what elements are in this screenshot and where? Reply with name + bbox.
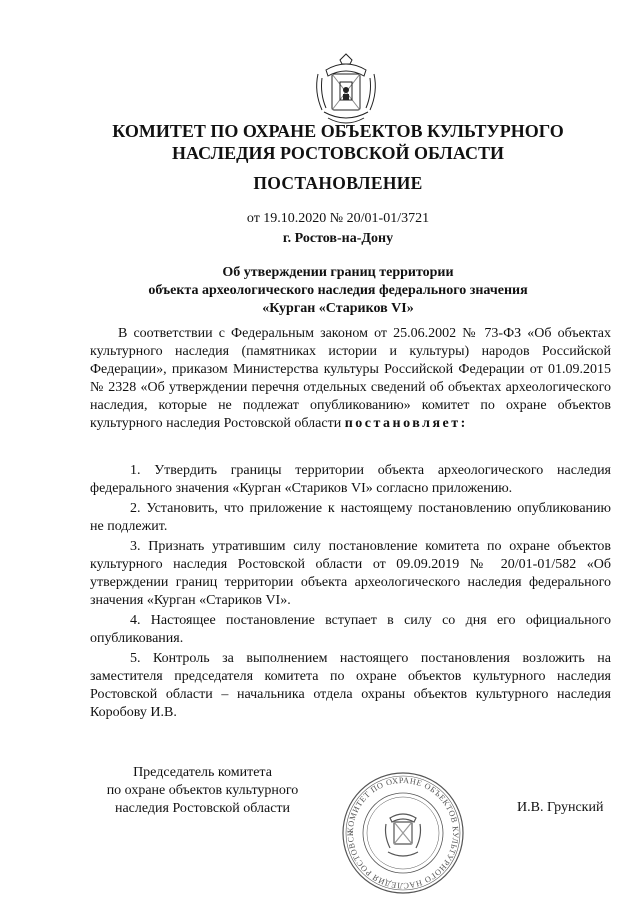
subject-line-2: объекта археологического наследия федерального значения [148, 283, 528, 298]
resolution-item: 3. Признать утратившим силу постановление комитета по охране объектов культурного наследия Ростовской области от 09.09.2019 № 20/01-01/582 «Об утверждении границ территории объекта археологического наследия федерального значения «Курган «Стариков VI». [90, 539, 611, 608]
position-line-1: Председатель комитета [133, 765, 272, 780]
date-number: от 19.10.2020 № 20/01-01/3721 [246, 211, 430, 226]
resolution-item: 2. Установить, что приложение к настоящему постановлению опубликованию не подлежит. [90, 501, 611, 534]
signatory-name: И.В. Грунский [517, 800, 604, 815]
org-line-1: КОМИТЕТ ПО ОХРАНЕ ОБЪЕКТОВ КУЛЬТУРНОГО [112, 121, 564, 141]
signatory-position [90, 764, 315, 818]
document-subject [0, 264, 640, 318]
document-meta [0, 209, 640, 249]
resolve-word: постановляет: [344, 416, 468, 431]
resolution-item: 5. Контроль за выполнением настоящего постановления возложить на заместителя председателя комитета по охране объектов культурного наследия Ростовской области – начальника отдела охраны объектов культурного наследия Коробову И.В. [90, 651, 611, 720]
seal-text: КОМИТЕТ ПО ОХРАНЕ ОБЪЕКТОВ КУЛЬТУРНОГО НАСЛЕДИЯ РОСТОВСК [345, 775, 461, 891]
coat-of-arms-emblem [312, 52, 380, 130]
position-line-3: наследия Ростовской области [114, 801, 291, 816]
official-seal [340, 770, 466, 896]
position-line-2: по охране объектов культурного [106, 783, 299, 798]
document-type: ПОСТАНОВЛЕНИЕ [253, 173, 423, 193]
preamble-text: В соответствии с Федеральным законом от 25.06.2002 № 73-ФЗ «Об объектах культурного наследия (памятниках истории и культуры) народов Российской Федерации», приказом Министерства культуры Российской Федерации от 01.09.2015 № 2328 «Об утверждении перечня отдельных сведений об объектах археологического наследия, которые не подлежат опубликованию» комитет по охране объектов культурного наследия Ростовской области [90, 326, 611, 431]
resolution-item: 4. Настоящее постановление вступает в силу со дня его официального опубликования. [90, 613, 611, 646]
resolution-items [90, 462, 611, 722]
preamble-paragraph [90, 325, 611, 433]
subject-line-1: Об утверждении границ территории [222, 265, 454, 280]
organization-name [0, 120, 640, 164]
resolution-item: 1. Утвердить границы территории объекта археологического наследия федерального значения «Курган «Стариков VI» согласно приложению. [90, 463, 611, 496]
org-line-2: НАСЛЕДИЯ РОСТОВСКОЙ ОБЛАСТИ [172, 143, 504, 163]
city: г. Ростов-на-Дону [282, 231, 394, 246]
subject-line-3: «Курган «Стариков VI» [262, 301, 414, 316]
